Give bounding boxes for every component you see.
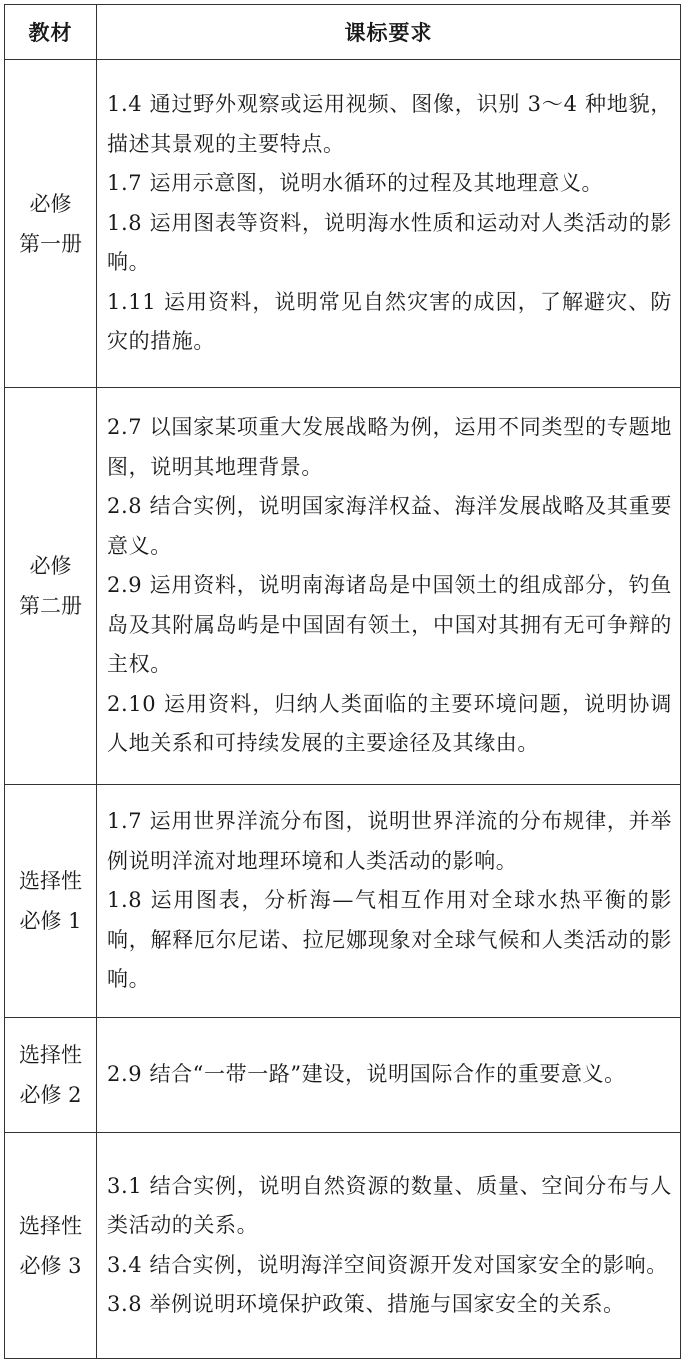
- book-name-line1: 必修: [29, 554, 72, 578]
- book-cell: [5, 1018, 97, 1133]
- requirement-item: 1.7 运用世界洋流分布图，说明世界洋流的分布规律，并举例说明洋流对地理环境和人类活动的影响。: [107, 809, 672, 873]
- book-name-line1: 选择性: [19, 1213, 82, 1238]
- requirements-cell: [97, 388, 681, 785]
- requirement-item: 1.8 运用图表等资料，说明海水性质和运动对人类活动的影响。: [107, 210, 672, 275]
- book-name-line2: 必修 1: [19, 909, 82, 933]
- table-header-row: [5, 5, 681, 60]
- book-name-line2: 必修 2: [19, 1083, 82, 1107]
- requirement-item: 1.7 运用示意图，说明水循环的过程及其地理意义。: [107, 171, 604, 196]
- requirements-cell: [97, 1133, 681, 1359]
- requirement-item: 1.4 通过野外观察或运用视频、图像，识别 3～4 种地貌，描述其景观的主要特点。: [107, 92, 672, 156]
- requirement-item: 1.11 运用资料，说明常见自然灾害的成因，了解避灾、防灾的措施。: [107, 289, 672, 354]
- requirement-item: 3.8 举例说明环境保护政策、措施与国家安全的关系。: [107, 1292, 625, 1316]
- book-name-line1: 选择性: [19, 869, 82, 893]
- requirements-cell: [97, 785, 681, 1018]
- table-row: [5, 1018, 681, 1133]
- table-row: [5, 60, 681, 388]
- requirement-item: 2.7 以国家某项重大发展战略为例，运用不同类型的专题地图，说明其地理背景。: [107, 415, 672, 479]
- requirement-item: 2.9 结合“一带一路”建设，说明国际合作的重要意义。: [107, 1062, 626, 1087]
- requirement-item: 1.8 运用图表，分析海—气相互作用对全球水热平衡的影响，解释厄尔尼诺、拉尼娜现象对全球气候和人类活动的影响。: [107, 888, 672, 992]
- curriculum-requirements-table: [4, 4, 681, 1359]
- requirements-cell: [97, 60, 681, 388]
- requirement-item: 3.1 结合实例，说明自然资源的数量、质量、空间分布与人类活动的关系。: [107, 1173, 672, 1237]
- header-book: 教材: [5, 5, 97, 60]
- book-cell: [5, 785, 97, 1018]
- requirement-item: 2.9 运用资料，说明南海诸岛是中国领土的组成部分，钓鱼岛及其附属岛屿是中国固有领土，中国对其拥有无可争辩的主权。: [107, 573, 672, 677]
- book-name-line1: 必修: [29, 191, 72, 216]
- requirement-item: 3.4 结合实例，说明海洋空间资源开发对国家安全的影响。: [107, 1252, 668, 1277]
- book-cell: [5, 60, 97, 388]
- requirement-item: 2.10 运用资料，归纳人类面临的主要环境问题，说明协调人地关系和可持续发展的主要途径及其缘由。: [107, 691, 672, 756]
- book-name-line2: 必修 3: [19, 1253, 82, 1278]
- book-name-line2: 第一册: [19, 231, 82, 256]
- header-requirements: 课标要求: [97, 5, 681, 60]
- book-name-line2: 第二册: [19, 594, 82, 618]
- table-row: [5, 785, 681, 1018]
- requirements-cell: [97, 1018, 681, 1133]
- table-row: [5, 388, 681, 785]
- book-cell: [5, 1133, 97, 1359]
- requirement-item: 2.8 结合实例，说明国家海洋权益、海洋发展战略及其重要意义。: [107, 494, 672, 558]
- book-cell: [5, 388, 97, 785]
- table-row: [5, 1133, 681, 1359]
- book-name-line1: 选择性: [19, 1043, 82, 1067]
